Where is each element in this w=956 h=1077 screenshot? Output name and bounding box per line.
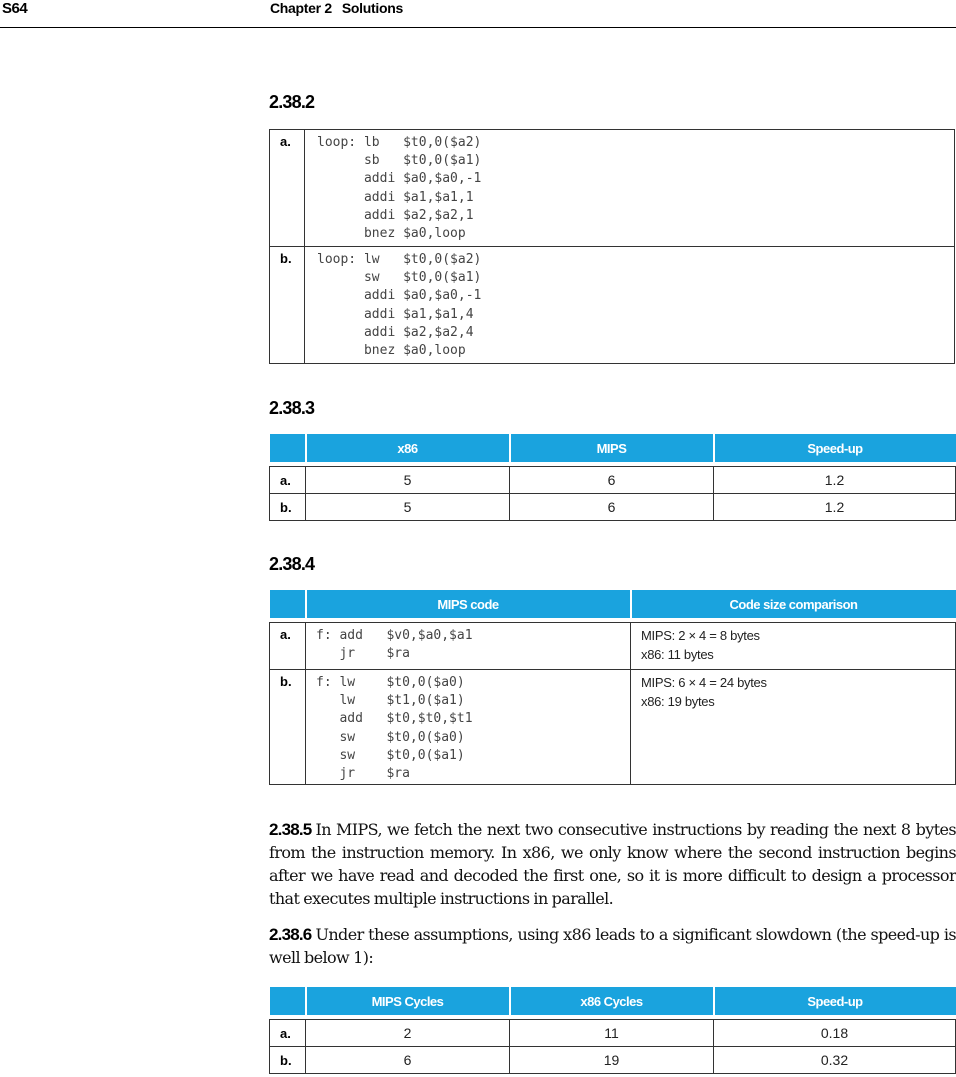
code-line: add $t0,$t0,$t1: [316, 711, 473, 727]
paragraph-number: 2.38.5: [269, 820, 312, 839]
code-line: addi $a1,$a1,4: [317, 306, 474, 322]
running-head: [270, 0, 403, 16]
code-line: f: lw $t0,0($a0): [316, 675, 465, 690]
paragraph-number: 2.38.6: [269, 925, 312, 944]
table-cell: 2: [306, 1020, 510, 1047]
code-line: lw $t1,0($a1): [316, 693, 465, 709]
table-row: [270, 130, 955, 247]
column-header: x86: [306, 434, 510, 462]
comparison-line: x86: 11 bytes: [641, 646, 714, 662]
table-cell: 0.18: [714, 1020, 956, 1047]
code-table-2-38-2: [269, 129, 955, 364]
comparison-cell: [631, 623, 956, 670]
cycles-table-2-38-6: [269, 987, 956, 1074]
code-line: addi $a2,$a2,4: [317, 324, 474, 340]
column-header: MIPS code: [306, 590, 631, 618]
paragraph-text: Under these assumptions, using x86 leads to a significant slowdown (the speed-up is well below 1):: [269, 925, 956, 967]
header-blank: [270, 434, 306, 462]
table-header-row: [270, 987, 956, 1015]
comparison-cell: [631, 670, 956, 785]
table-cell: 11: [510, 1020, 714, 1047]
table-cell: 5: [306, 494, 510, 521]
comparison-line: MIPS: 2 × 4 = 8 bytes: [641, 628, 760, 643]
code-line: loop: lb $t0,0($a2): [317, 135, 482, 150]
code-line: addi $a1,$a1,1: [317, 189, 474, 205]
table-cell: 6: [510, 467, 714, 494]
page-number: S64: [2, 0, 28, 17]
code-cell: [305, 247, 955, 364]
row-label: a.: [270, 1020, 306, 1047]
row-label: b.: [270, 247, 305, 364]
comparison-line: MIPS: 6 × 4 = 24 bytes: [641, 675, 767, 690]
chapter-label: Chapter 2: [270, 0, 332, 16]
code-cell: [305, 130, 955, 247]
code-line: jr $ra: [316, 766, 410, 782]
code-cell: [306, 670, 631, 785]
comparison-line: x86: 19 bytes: [641, 693, 715, 709]
section-title-2-38-4: 2.38.4: [269, 554, 315, 574]
code-size-table-2-38-4: [269, 590, 956, 785]
table-cell: 0.32: [714, 1047, 956, 1074]
code-cell: [306, 623, 631, 670]
table-cell: 6: [510, 494, 714, 521]
row-label: a.: [270, 623, 306, 670]
code-line: jr $ra: [316, 646, 410, 662]
section-title-2-38-3: 2.38.3: [269, 398, 315, 418]
code-line: sb $t0,0($a1): [317, 153, 482, 169]
section-title-2-38-2: 2.38.2: [269, 92, 315, 112]
page-header: [0, 0, 956, 28]
column-header: x86 Cycles: [510, 987, 714, 1015]
header-blank: [270, 987, 306, 1015]
table-cell: 1.2: [714, 467, 956, 494]
row-label: b.: [270, 1047, 306, 1074]
paragraph-text: In MIPS, we fetch the next two consecutive instructions by reading the next 8 bytes from the instruction memory. In x86, we only know where the second instruction begins after we have read and decoded the first one, so it is more difficult to design a processor that executes multiple instructions in parallel.: [269, 820, 956, 908]
header-blank: [270, 590, 306, 618]
column-header: Speed-up: [714, 434, 956, 462]
row-label: a.: [270, 467, 306, 494]
table-header-row: [270, 434, 956, 462]
speedup-table-2-38-3: [269, 434, 956, 521]
code-line: bnez $a0,loop: [317, 343, 466, 359]
table-row: [270, 494, 956, 521]
table-row: [270, 1020, 956, 1047]
column-header: Code size comparison: [631, 590, 956, 618]
table-cell: 1.2: [714, 494, 956, 521]
code-line: bnez $a0,loop: [317, 226, 466, 242]
code-line: sw $t0,0($a1): [317, 270, 482, 286]
table-row: [270, 670, 956, 785]
table-cell: 5: [306, 467, 510, 494]
code-line: sw $t0,0($a1): [316, 747, 465, 763]
column-header: MIPS: [510, 434, 714, 462]
code-line: sw $t0,0($a0): [316, 729, 465, 745]
table-row: [270, 623, 956, 670]
table-row: [270, 1047, 956, 1074]
table-row: [270, 467, 956, 494]
table-header-row: [270, 590, 956, 618]
paragraph-2-38-6: [269, 923, 956, 969]
paragraph-2-38-5: [269, 818, 956, 910]
row-label: b.: [270, 494, 306, 521]
column-header: MIPS Cycles: [306, 987, 510, 1015]
table-cell: 19: [510, 1047, 714, 1074]
code-line: addi $a2,$a2,1: [317, 207, 474, 223]
section-label: Solutions: [341, 0, 403, 16]
code-line: loop: lw $t0,0($a2): [317, 252, 482, 267]
row-label: a.: [270, 130, 305, 247]
column-header: Speed-up: [714, 987, 956, 1015]
table-row: [270, 247, 955, 364]
code-line: addi $a0,$a0,-1: [317, 171, 482, 187]
code-line: f: add $v0,$a0,$a1: [316, 628, 473, 643]
code-line: addi $a0,$a0,-1: [317, 288, 482, 304]
table-cell: 6: [306, 1047, 510, 1074]
row-label: b.: [270, 670, 306, 785]
